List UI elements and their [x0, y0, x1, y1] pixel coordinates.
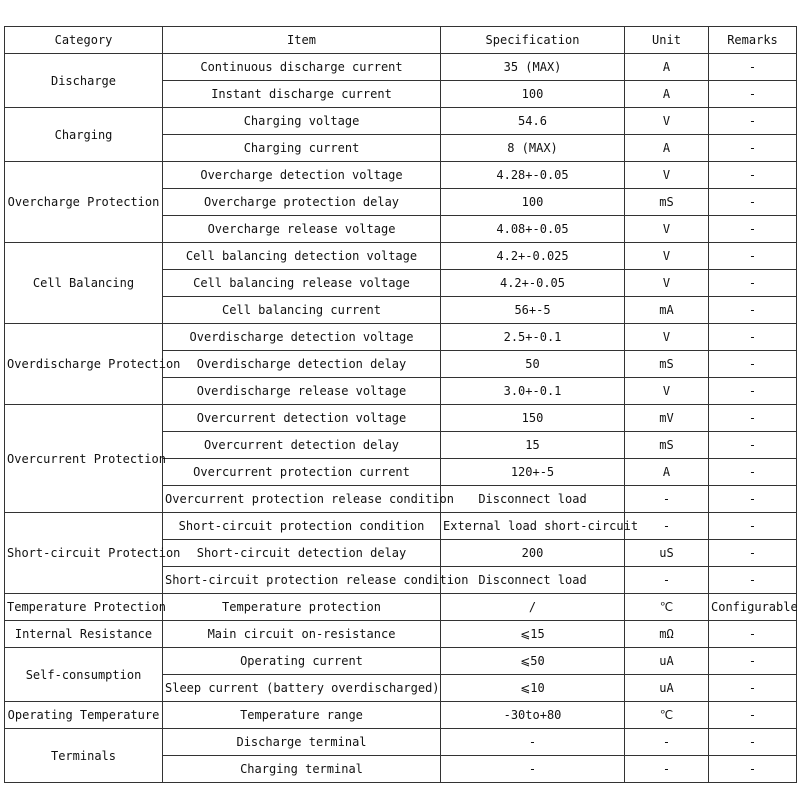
spec-cell: 100: [441, 189, 625, 216]
unit-cell: -: [625, 756, 709, 783]
remarks-cell: -: [709, 702, 797, 729]
remarks-cell: -: [709, 405, 797, 432]
unit-cell: mS: [625, 432, 709, 459]
remarks-cell: -: [709, 378, 797, 405]
unit-cell: uS: [625, 540, 709, 567]
remarks-cell: -: [709, 54, 797, 81]
table-row: [5, 108, 797, 135]
spec-cell: 120+-5: [441, 459, 625, 486]
item-cell: Overdischarge detection voltage: [163, 324, 441, 351]
unit-cell: A: [625, 135, 709, 162]
item-cell: Overdischarge detection delay: [163, 351, 441, 378]
item-cell: Overcurrent detection voltage: [163, 405, 441, 432]
unit-cell: V: [625, 324, 709, 351]
table-row: [5, 513, 797, 540]
remarks-cell: -: [709, 756, 797, 783]
unit-cell: -: [625, 729, 709, 756]
item-cell: Instant discharge current: [163, 81, 441, 108]
remarks-cell: -: [709, 486, 797, 513]
category-cell: Short-circuit Protection: [5, 513, 163, 594]
unit-cell: ℃: [625, 594, 709, 621]
spec-cell: 56+-5: [441, 297, 625, 324]
spec-cell: 2.5+-0.1: [441, 324, 625, 351]
spec-cell: Disconnect load: [441, 486, 625, 513]
spec-cell: /: [441, 594, 625, 621]
remarks-cell: -: [709, 243, 797, 270]
category-cell: Charging: [5, 108, 163, 162]
category-cell: Overdischarge Protection: [5, 324, 163, 405]
spec-cell: 3.0+-0.1: [441, 378, 625, 405]
header-row: [5, 27, 797, 54]
remarks-cell: -: [709, 81, 797, 108]
remarks-cell: -: [709, 648, 797, 675]
item-cell: Cell balancing current: [163, 297, 441, 324]
remarks-cell: -: [709, 162, 797, 189]
category-cell: Temperature Protection: [5, 594, 163, 621]
table-row: [5, 405, 797, 432]
item-cell: Overcurrent protection current: [163, 459, 441, 486]
item-cell: Short-circuit protection condition: [163, 513, 441, 540]
spec-cell: 200: [441, 540, 625, 567]
item-cell: Overdischarge release voltage: [163, 378, 441, 405]
unit-cell: mA: [625, 297, 709, 324]
remarks-cell: -: [709, 351, 797, 378]
spec-table: [4, 26, 797, 783]
category-cell: Terminals: [5, 729, 163, 783]
spec-cell: 50: [441, 351, 625, 378]
unit-cell: V: [625, 108, 709, 135]
remarks-cell: -: [709, 432, 797, 459]
unit-cell: mS: [625, 351, 709, 378]
remarks-cell: -: [709, 513, 797, 540]
table-row: [5, 648, 797, 675]
table-header: [5, 27, 797, 54]
unit-cell: -: [625, 513, 709, 540]
table-row: [5, 621, 797, 648]
unit-cell: ℃: [625, 702, 709, 729]
spec-cell: 4.08+-0.05: [441, 216, 625, 243]
unit-cell: V: [625, 162, 709, 189]
remarks-cell: -: [709, 135, 797, 162]
spec-cell: 4.2+-0.025: [441, 243, 625, 270]
item-cell: Operating current: [163, 648, 441, 675]
table-row: [5, 324, 797, 351]
item-cell: Sleep current (battery overdischarged): [163, 675, 441, 702]
item-cell: Cell balancing release voltage: [163, 270, 441, 297]
unit-cell: V: [625, 378, 709, 405]
item-cell: Cell balancing detection voltage: [163, 243, 441, 270]
table-row: [5, 243, 797, 270]
remarks-cell: -: [709, 540, 797, 567]
remarks-cell: -: [709, 567, 797, 594]
remarks-cell: -: [709, 216, 797, 243]
remarks-cell: -: [709, 324, 797, 351]
header-category: Category: [5, 27, 163, 54]
unit-cell: A: [625, 459, 709, 486]
unit-cell: mS: [625, 189, 709, 216]
remarks-cell: -: [709, 729, 797, 756]
unit-cell: A: [625, 81, 709, 108]
unit-cell: uA: [625, 675, 709, 702]
item-cell: Overcharge release voltage: [163, 216, 441, 243]
header-unit: Unit: [625, 27, 709, 54]
remarks-cell: Configurable: [709, 594, 797, 621]
category-cell: Operating Temperature: [5, 702, 163, 729]
header-specification: Specification: [441, 27, 625, 54]
table-row: [5, 162, 797, 189]
spec-cell: External load short-circuit: [441, 513, 625, 540]
item-cell: Overcharge detection voltage: [163, 162, 441, 189]
spec-cell: ⩽50: [441, 648, 625, 675]
spec-cell: ⩽15: [441, 621, 625, 648]
table-row: [5, 594, 797, 621]
item-cell: Charging current: [163, 135, 441, 162]
unit-cell: V: [625, 216, 709, 243]
item-cell: Overcharge protection delay: [163, 189, 441, 216]
item-cell: Main circuit on-resistance: [163, 621, 441, 648]
item-cell: Charging terminal: [163, 756, 441, 783]
unit-cell: mV: [625, 405, 709, 432]
header-item: Item: [163, 27, 441, 54]
item-cell: Short-circuit detection delay: [163, 540, 441, 567]
remarks-cell: -: [709, 189, 797, 216]
spec-cell: 35 (MAX): [441, 54, 625, 81]
item-cell: Overcurrent detection delay: [163, 432, 441, 459]
spec-cell: 4.28+-0.05: [441, 162, 625, 189]
remarks-cell: -: [709, 297, 797, 324]
category-cell: Self-consumption: [5, 648, 163, 702]
item-cell: Charging voltage: [163, 108, 441, 135]
unit-cell: -: [625, 567, 709, 594]
category-cell: Discharge: [5, 54, 163, 108]
item-cell: Discharge terminal: [163, 729, 441, 756]
item-cell: Temperature range: [163, 702, 441, 729]
item-cell: Short-circuit protection release condition: [163, 567, 441, 594]
unit-cell: -: [625, 486, 709, 513]
unit-cell: V: [625, 270, 709, 297]
spec-cell: 100: [441, 81, 625, 108]
spec-cell: 15: [441, 432, 625, 459]
table-row: [5, 729, 797, 756]
remarks-cell: -: [709, 459, 797, 486]
category-cell: Internal Resistance: [5, 621, 163, 648]
unit-cell: V: [625, 243, 709, 270]
item-cell: Temperature protection: [163, 594, 441, 621]
category-cell: Overcurrent Protection: [5, 405, 163, 513]
remarks-cell: -: [709, 270, 797, 297]
remarks-cell: -: [709, 621, 797, 648]
spec-cell: ⩽10: [441, 675, 625, 702]
unit-cell: uA: [625, 648, 709, 675]
spec-cell: 150: [441, 405, 625, 432]
spec-cell: 8 (MAX): [441, 135, 625, 162]
table-row: [5, 54, 797, 81]
item-cell: Overcurrent protection release condition: [163, 486, 441, 513]
spec-cell: 54.6: [441, 108, 625, 135]
spec-cell: -: [441, 729, 625, 756]
spec-cell: -: [441, 756, 625, 783]
remarks-cell: -: [709, 108, 797, 135]
spec-cell: Disconnect load: [441, 567, 625, 594]
remarks-cell: -: [709, 675, 797, 702]
spec-cell: -30to+80: [441, 702, 625, 729]
spec-cell: 4.2+-0.05: [441, 270, 625, 297]
item-cell: Continuous discharge current: [163, 54, 441, 81]
header-remarks: Remarks: [709, 27, 797, 54]
table-row: [5, 702, 797, 729]
table-body: [5, 54, 797, 783]
unit-cell: A: [625, 54, 709, 81]
unit-cell: mΩ: [625, 621, 709, 648]
category-cell: Overcharge Protection: [5, 162, 163, 243]
category-cell: Cell Balancing: [5, 243, 163, 324]
